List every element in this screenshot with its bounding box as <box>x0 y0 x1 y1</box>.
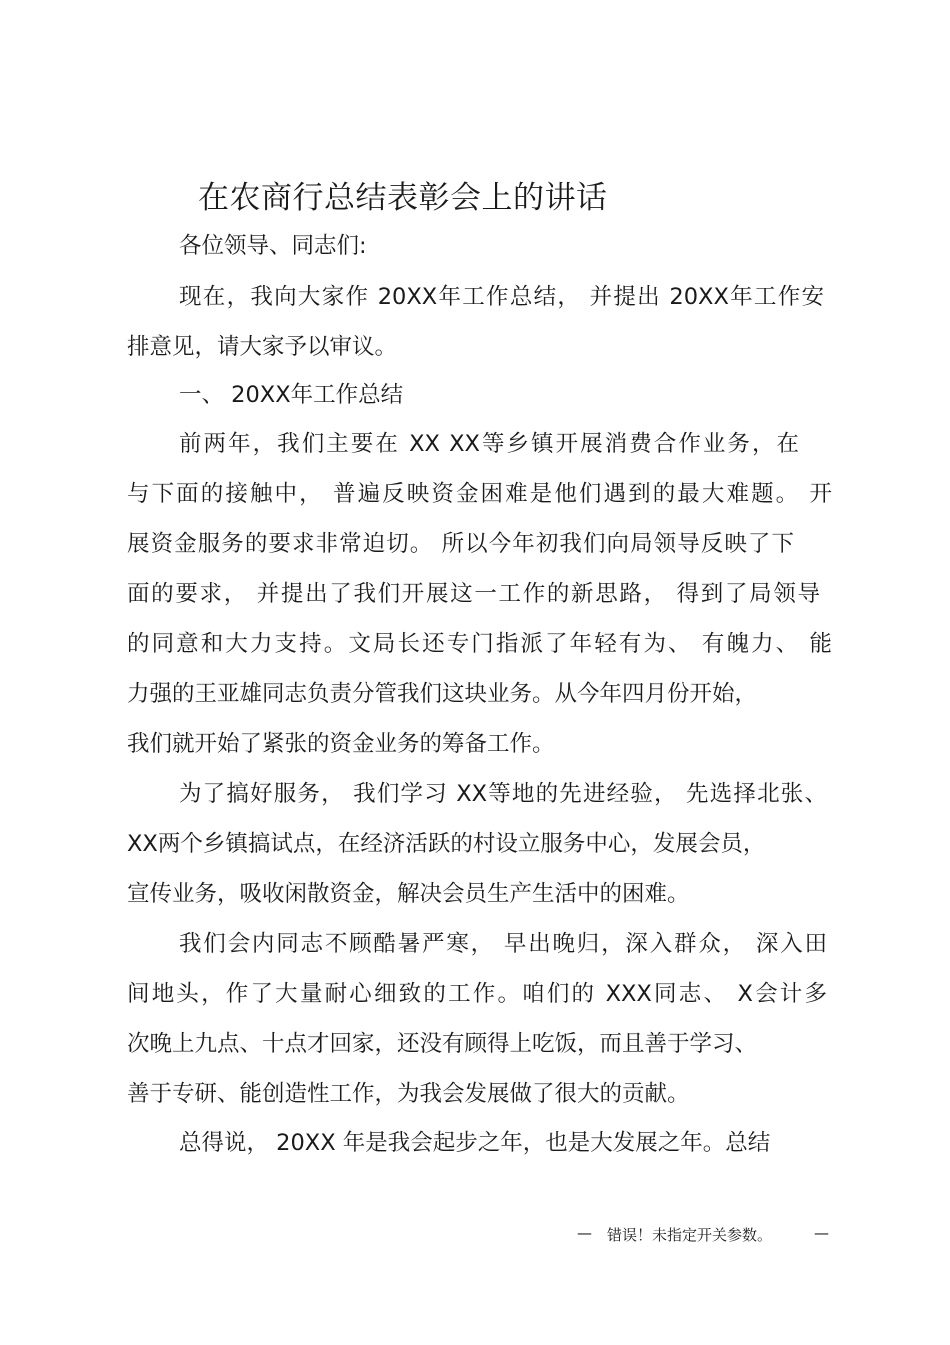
footer-dash-right: — <box>814 1224 829 1242</box>
footer-dash-left: — <box>577 1224 592 1242</box>
body-line: 善于专研、能创造性工作，为我会发展做了很大的贡献。 <box>127 1081 690 1107</box>
body-line: 次晚上九点、十点才回家，还没有顾得上吃饭，而且善于学习、 <box>127 1031 758 1057</box>
body-line: 宣传业务，吸收闲散资金，解决会员生产生活中的困难。 <box>127 881 690 907</box>
body-line: 前两年，我们主要在 XX XX等乡镇开展消费合作业务，在 <box>179 431 799 457</box>
body-line: 我们就开始了紧张的资金业务的筹备工作。 <box>127 731 555 757</box>
body-line: 为了搞好服务， 我们学习 XX等地的先进经验， 先选择北张、 <box>179 781 827 807</box>
body-line: 间地头，作了大量耐心细致的工作。咱们的 XXX同志、 X会计多 <box>127 981 827 1007</box>
footer-text: 错误！未指定开关参数。 <box>607 1226 773 1244</box>
body-line: XX两个乡镇搞试点，在经济活跃的村设立服务中心，发展会员， <box>127 831 766 857</box>
body-line: 与下面的接触中， 普遍反映资金困难是他们遇到的最大难题。 开 <box>127 481 832 507</box>
body-line: 展资金服务的要求非常迫切。 所以今年初我们向局领导反映了下 <box>127 531 794 557</box>
body-line: 的同意和大力支持。文局长还专门指派了年轻有为、 有魄力、 能 <box>127 631 832 657</box>
document-title: 在农商行总结表彰会上的讲话 <box>198 180 608 216</box>
body-line: 面的要求， 并提出了我们开展这一工作的新思路， 得到了局领导 <box>127 581 820 607</box>
body-line: 排意见，请大家予以审议。 <box>127 334 398 360</box>
section-heading: 一、 20XX年工作总结 <box>179 382 404 408</box>
greeting: 各位领导、同志们: <box>179 233 367 259</box>
body-line: 总得说， 20XX 年是我会起步之年，也是大发展之年。总结 <box>179 1130 771 1156</box>
body-line: 我们会内同志不顾酷暑严寒， 早出晚归，深入群众， 深入田 <box>179 931 827 957</box>
body-line: 现在，我向大家作 20XX年工作总结， 并提出 20XX年工作安 <box>179 284 824 310</box>
body-line: 力强的王亚雄同志负责分管我们这块业务。从今年四月份开始， <box>127 681 758 707</box>
